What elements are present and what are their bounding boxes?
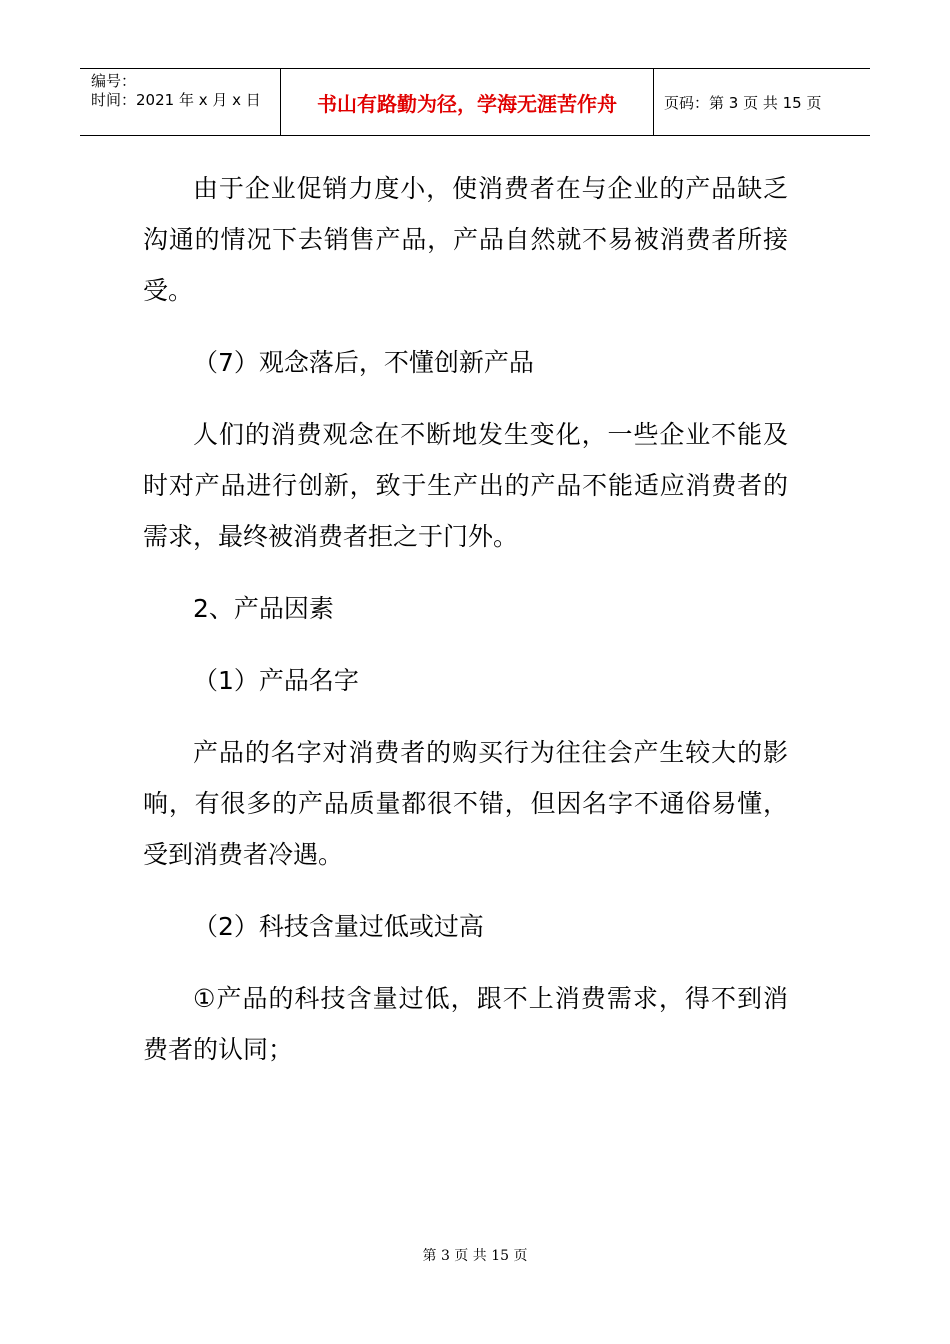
header-motto: 书山有路勤为径，学海无涯苦作舟 — [317, 92, 617, 116]
header-motto-cell — [281, 69, 654, 135]
body-paragraph: 由于企业促销力度小，使消费者在与企业的产品缺乏沟通的情况下去销售产品，产品自然就不易被消费者所接受。 — [143, 174, 788, 305]
document-number-label: 编号： — [91, 72, 137, 90]
document-body — [143, 163, 788, 1096]
body-paragraph: 人们的消费观念在不断地发生变化，一些企业不能及时对产品进行创新，致于生产出的产品不能适应消费者的需求，最终被消费者拒之于门外。 — [143, 420, 788, 551]
section-heading: （7）观念落后，不懂创新产品 — [193, 348, 534, 377]
header-meta-cell — [80, 69, 281, 135]
section-heading: 2、产品因素 — [193, 594, 334, 623]
section-heading: （1）产品名字 — [193, 666, 359, 695]
body-paragraph: ①产品的科技含量过低，跟不上消费需求，得不到消费者的认同； — [143, 984, 788, 1064]
page-header — [80, 68, 870, 136]
section-heading: （2）科技含量过低或过高 — [193, 912, 484, 941]
body-paragraph: 产品的名字对消费者的购买行为往往会产生较大的影响，有很多的产品质量都很不错，但因名字不通俗易懂，受到消费者冷遇。 — [143, 738, 788, 869]
header-page-info: 页码：第 3 页 共 15 页 — [664, 94, 822, 112]
header-page-cell — [654, 69, 870, 135]
document-date-label: 时间：2021 年 x 月 x 日 — [91, 91, 261, 109]
page-footer: 第 3 页 共 15 页 — [422, 1248, 528, 1264]
